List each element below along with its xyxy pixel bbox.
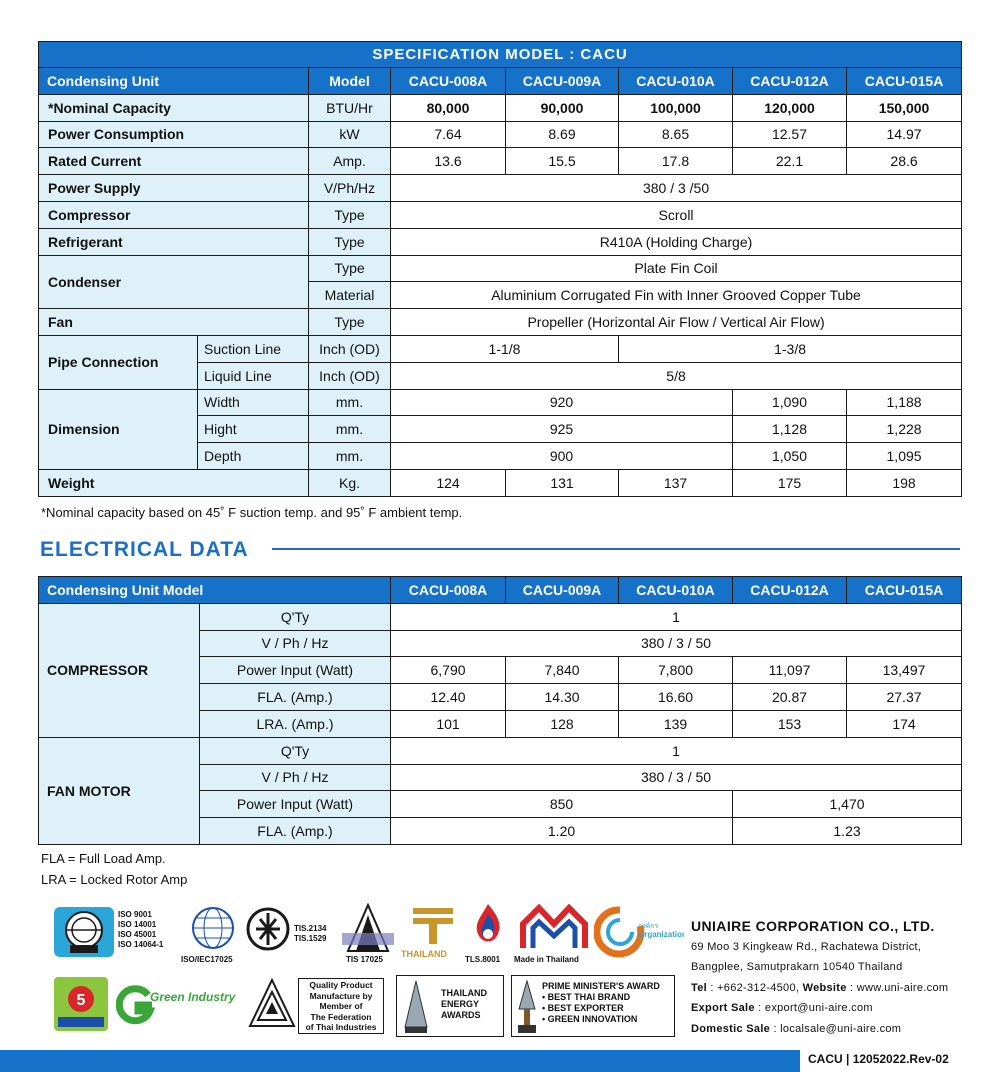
value: 17.8: [619, 148, 733, 175]
unit: mm.: [309, 389, 391, 416]
unit: mm.: [309, 443, 391, 470]
tis-list: [294, 924, 326, 944]
tis-logo: [246, 907, 290, 956]
value: 6,790: [391, 657, 506, 684]
iso-item: ISO 45001: [118, 930, 157, 939]
fti-logo: [246, 976, 298, 1039]
thailand-trusted-icon: [405, 906, 461, 946]
spec-title: SPECIFICATION MODEL : CACU: [39, 42, 962, 68]
condenser-type-row: [39, 255, 962, 282]
sub-label: LRA. (Amp.): [200, 710, 391, 737]
header-condensing-unit: Condensing Unit: [39, 68, 309, 95]
company-name: UNIAIRE CORPORATION CO., LTD.: [691, 918, 935, 934]
tis17025-label: TIS 17025: [346, 955, 383, 964]
tis17025-logo: [340, 903, 396, 958]
sub-label: FLA. (Amp.): [200, 684, 391, 711]
document-code: CACU | 12052022.Rev-02: [808, 1052, 949, 1066]
value: 14.30: [506, 684, 619, 711]
fti-line: Manufacture by: [309, 990, 373, 1001]
value: R410A (Holding Charge): [391, 228, 962, 255]
sub-label: Hight: [198, 416, 309, 443]
nac-logo: [190, 906, 236, 955]
value: 380 / 3 / 50: [391, 630, 962, 657]
website-label: Website: [802, 981, 847, 994]
export-label: Export Sale: [691, 1002, 755, 1014]
green-industry-label: Green Industry: [150, 990, 236, 1004]
website-value: : www.uni-aire.com: [846, 981, 949, 994]
sub-label: V / Ph / Hz: [200, 630, 391, 657]
made-in-thailand-logo: [517, 904, 591, 955]
label-5-icon: [52, 975, 110, 1033]
iso-item: ISO 14001: [118, 920, 157, 929]
value: 5/8: [391, 362, 962, 389]
flame-icon: [468, 900, 508, 952]
value: 380 / 3 /50: [391, 175, 962, 202]
unit: V/Ph/Hz: [309, 175, 391, 202]
unit: mm.: [309, 416, 391, 443]
pm-award-title: PRIME MINISTER'S AWARD: [542, 981, 660, 991]
value: 1.20: [391, 818, 733, 845]
row-label: Compressor: [39, 201, 309, 228]
fti-line: of Thai Industries: [305, 1022, 377, 1032]
value: 11,097: [733, 657, 847, 684]
sub-label: Power Input (Watt): [200, 657, 391, 684]
value: 174: [847, 710, 962, 737]
model-012a: CACU-012A: [733, 577, 847, 604]
row-label: Refrigerant: [39, 228, 309, 255]
spec-header-row: [39, 68, 962, 95]
dimension-width-row: [39, 389, 962, 416]
value: 101: [391, 710, 506, 737]
pm-trophy-icon: [515, 979, 539, 1035]
value: 100,000: [619, 94, 733, 121]
sub-label: Power Input (Watt): [200, 791, 391, 818]
value: 22.1: [733, 148, 847, 175]
unit: Inch (OD): [309, 335, 391, 362]
header-model: Model: [309, 68, 391, 95]
iso-list: [118, 910, 163, 950]
value: 1.23: [733, 818, 962, 845]
iso-item: ISO 14064-1: [118, 940, 164, 949]
value: 20.87: [733, 684, 847, 711]
energy-line: AWARDS: [441, 1010, 481, 1020]
energy-5-star-logo: [52, 975, 110, 1038]
value: 7,800: [619, 657, 733, 684]
masci-shield-icon: [52, 905, 116, 959]
value: 27.37: [847, 684, 962, 711]
spec-title-row: [39, 42, 962, 68]
row-label: Dimension: [39, 389, 198, 469]
model-009a: CACU-009A: [506, 68, 619, 95]
value: 1,128: [733, 416, 847, 443]
fan-motor-group-label: FAN MOTOR: [39, 737, 200, 844]
sub-label: Depth: [198, 443, 309, 470]
pipe-suction-row: [39, 335, 962, 362]
company-export-line: [691, 998, 948, 1019]
value: 1,095: [847, 443, 962, 470]
pm-award-text: [542, 981, 660, 1025]
row-label: Power Supply: [39, 175, 309, 202]
value: 198: [847, 469, 962, 496]
value: 12.40: [391, 684, 506, 711]
value: 131: [506, 469, 619, 496]
row-label: Rated Current: [39, 148, 309, 175]
unit: Material: [309, 282, 391, 309]
value: 90,000: [506, 94, 619, 121]
header-condensing-unit-model: Condensing Unit Model: [39, 577, 391, 604]
unit: Type: [309, 255, 391, 282]
heading-rule: [272, 548, 960, 550]
domestic-label: Domestic Sale: [691, 1022, 771, 1035]
made-in-thailand-label: Made in Thailand: [514, 955, 579, 964]
fti-mark-icon: [246, 976, 298, 1034]
company-info: [691, 916, 948, 1039]
energy-awards-box: [396, 975, 504, 1037]
energy-line: ENERGY: [441, 999, 480, 1009]
power-supply-row: [39, 175, 962, 202]
row-label: Weight: [39, 469, 309, 496]
energy-award-text: [441, 988, 487, 1021]
value: 1,470: [733, 791, 962, 818]
fti-line: Quality Product: [309, 980, 373, 990]
thailand-trusted-logo: [405, 906, 461, 951]
unit: Amp.: [309, 148, 391, 175]
specification-table: [38, 41, 962, 497]
fti-text-box: [298, 978, 384, 1034]
globe-icon: [190, 906, 236, 950]
value: Propeller (Horizontal Air Flow / Vertical Air Flow): [391, 309, 962, 336]
value: 139: [619, 710, 733, 737]
sub-label: Q'Ty: [200, 603, 391, 630]
compressor-qty-row: [39, 603, 962, 630]
value: 28.6: [847, 148, 962, 175]
tel-value: : +662-312-4500,: [706, 981, 803, 994]
row-label: Condenser: [39, 255, 309, 309]
value: 120,000: [733, 94, 847, 121]
tls-label: TLS.8001: [465, 955, 501, 964]
company-tel-line: [691, 978, 948, 999]
organization-logo: [594, 906, 684, 963]
value: Aluminium Corrugated Fin with Inner Grooved Copper Tube: [391, 282, 962, 309]
export-value: : export@uni-aire.com: [754, 1002, 873, 1014]
iso-item: ISO 9001: [118, 910, 152, 919]
row-label: *Nominal Capacity: [39, 94, 309, 121]
company-address-2: Bangplee, Samutprakarn 10540 Thailand: [691, 961, 903, 973]
value: 128: [506, 710, 619, 737]
pm-award-box: [511, 975, 675, 1037]
thailand-label: THAILAND: [401, 949, 447, 959]
value: 12.57: [733, 121, 847, 148]
model-015a: CACU-015A: [847, 68, 962, 95]
value: 137: [619, 469, 733, 496]
value: 15.5: [506, 148, 619, 175]
row-label: Pipe Connection: [39, 335, 198, 389]
organization-icon: [594, 906, 684, 958]
value: 153: [733, 710, 847, 737]
unit: Type: [309, 201, 391, 228]
value: 850: [391, 791, 733, 818]
value: 925: [391, 416, 733, 443]
model-015a: CACU-015A: [847, 577, 962, 604]
unit: Inch (OD): [309, 362, 391, 389]
nominal-capacity-row: [39, 94, 962, 121]
temple-icon: [340, 903, 396, 953]
value: 1: [391, 737, 962, 764]
unit: kW: [309, 121, 391, 148]
tis-item: TIS.2134: [294, 924, 327, 933]
value: 13.6: [391, 148, 506, 175]
fan-qty-row: [39, 737, 962, 764]
model-010a: CACU-010A: [619, 68, 733, 95]
masci-logo: [52, 905, 116, 964]
value: 1-3/8: [619, 335, 962, 362]
fla-note: FLA = Full Load Amp.: [41, 851, 166, 866]
value: 8.65: [619, 121, 733, 148]
value: 1: [391, 603, 962, 630]
svg-text:Organization: Organization: [638, 930, 684, 939]
value: 175: [733, 469, 847, 496]
svg-text:5: 5: [76, 992, 86, 1009]
nominal-capacity-note: *Nominal capacity based on 45˚ F suction temp. and 95˚ F ambient temp.: [41, 505, 463, 520]
fan-row: [39, 309, 962, 336]
compressor-row: [39, 201, 962, 228]
sub-label: FLA. (Amp.): [200, 818, 391, 845]
unit: Kg.: [309, 469, 391, 496]
weight-row: [39, 469, 962, 496]
value: 7.64: [391, 121, 506, 148]
compressor-group-label: COMPRESSOR: [39, 603, 200, 737]
company-address-1: 69 Moo 3 Kingkeaw Rd., Rachatewa District,: [691, 940, 922, 953]
value: 14.97: [847, 121, 962, 148]
value: Scroll: [391, 201, 962, 228]
value: 150,000: [847, 94, 962, 121]
made-in-thailand-icon: [517, 904, 591, 950]
model-008a: CACU-008A: [391, 68, 506, 95]
domestic-value: : localsale@uni-aire.com: [770, 1022, 902, 1035]
footer-bar: [0, 1050, 800, 1072]
unit: Type: [309, 228, 391, 255]
value: 1,228: [847, 416, 962, 443]
tel-label: Tel: [691, 981, 707, 994]
value: 16.60: [619, 684, 733, 711]
lra-note: LRA = Locked Rotor Amp: [41, 872, 188, 887]
value: 80,000: [391, 94, 506, 121]
value: 13,497: [847, 657, 962, 684]
pm-item: • BEST EXPORTER: [542, 1003, 624, 1013]
pm-item: • BEST THAI BRAND: [542, 992, 631, 1002]
company-domestic-line: [691, 1019, 948, 1040]
pm-item: • GREEN INNOVATION: [542, 1014, 638, 1024]
electrical-table: [38, 576, 962, 845]
rated-current-row: [39, 148, 962, 175]
trophy-icon: [401, 979, 431, 1035]
tls-logo: [468, 900, 508, 957]
value: 900: [391, 443, 733, 470]
sub-label: Width: [198, 389, 309, 416]
value: 1,090: [733, 389, 847, 416]
fti-line: The Federation: [310, 1011, 372, 1022]
electrical-data-heading: ELECTRICAL DATA: [40, 538, 249, 561]
model-010a: CACU-010A: [619, 577, 733, 604]
svg-text:องค์กร: องค์กร: [638, 923, 659, 930]
value: 8.69: [506, 121, 619, 148]
value: 1,050: [733, 443, 847, 470]
tis-item: TIS.1529: [294, 934, 327, 943]
row-label: Fan: [39, 309, 309, 336]
value: 380 / 3 / 50: [391, 764, 962, 791]
refrigerant-row: [39, 228, 962, 255]
tis-mark-icon: [246, 907, 290, 951]
electrical-header-row: [39, 577, 962, 604]
model-008a: CACU-008A: [391, 577, 506, 604]
value: Plate Fin Coil: [391, 255, 962, 282]
value: 1-1/8: [391, 335, 619, 362]
iso-iec-label: ISO/IEC17025: [181, 955, 233, 964]
power-consumption-row: [39, 121, 962, 148]
sub-label: Q'Ty: [200, 737, 391, 764]
fti-line: Member of: [319, 1001, 363, 1011]
model-009a: CACU-009A: [506, 577, 619, 604]
row-label: Power Consumption: [39, 121, 309, 148]
sub-label: Suction Line: [198, 335, 309, 362]
value: 920: [391, 389, 733, 416]
unit: BTU/Hr: [309, 94, 391, 121]
sub-label: Liquid Line: [198, 362, 309, 389]
model-012a: CACU-012A: [733, 68, 847, 95]
value: 124: [391, 469, 506, 496]
value: 1,188: [847, 389, 962, 416]
unit: Type: [309, 309, 391, 336]
energy-line: THAILAND: [441, 988, 487, 998]
sub-label: V / Ph / Hz: [200, 764, 391, 791]
value: 7,840: [506, 657, 619, 684]
